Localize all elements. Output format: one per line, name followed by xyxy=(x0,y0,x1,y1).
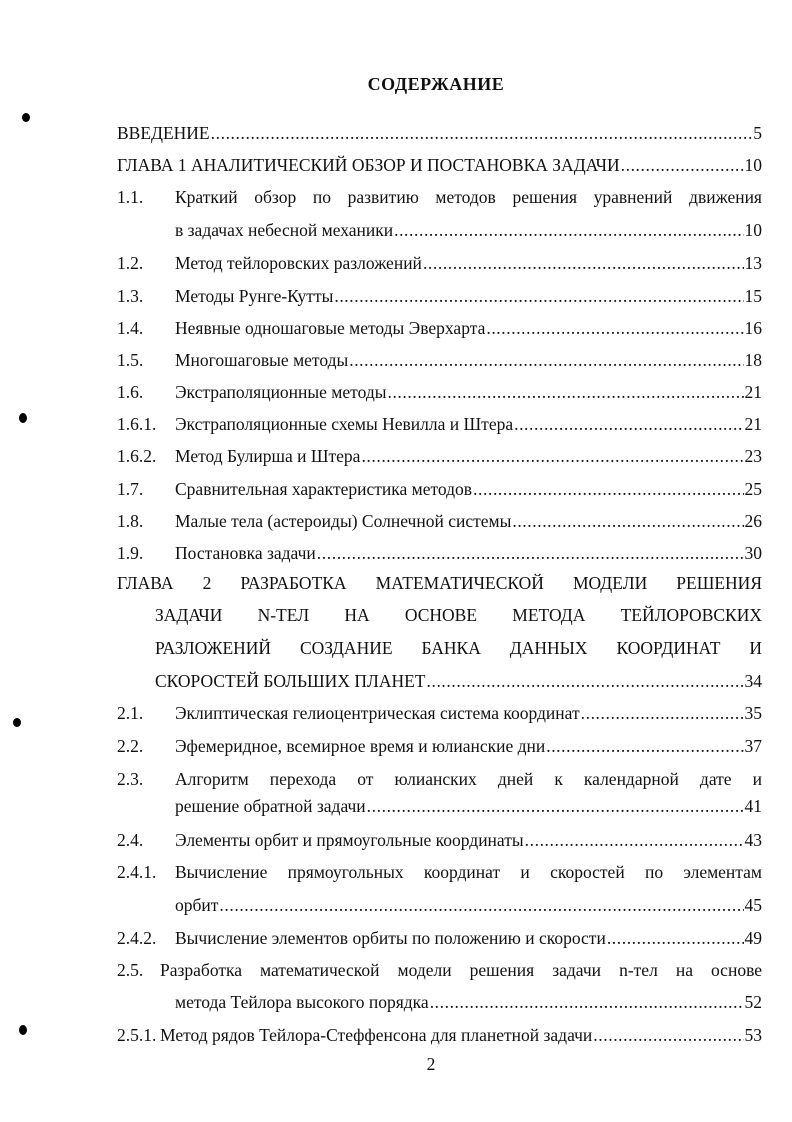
toc-entry-page: 53 xyxy=(744,1025,762,1045)
toc-entry-title: орбит xyxy=(175,895,219,915)
toc-entry-title-line[interactable]: ЗАДАЧИ N-ТЕЛ НА ОСНОВЕ МЕТОДА ТЕЙЛОРОВСКИХ xyxy=(155,605,762,625)
dot-leader xyxy=(361,445,743,467)
dot-leader xyxy=(593,1024,743,1046)
toc-entry[interactable] xyxy=(175,381,762,403)
toc-entry[interactable] xyxy=(175,795,762,817)
toc-entry-page: 34 xyxy=(744,671,762,691)
toc-entry-number: 2.1. xyxy=(117,703,144,723)
toc-entry-title-line[interactable]: Алгоритм перехода от юлианских дней к календарной дате и xyxy=(175,769,762,789)
toc-entry-page: 21 xyxy=(744,414,762,434)
toc-entry[interactable] xyxy=(175,927,762,949)
toc-entry-number: 1.5. xyxy=(117,350,144,370)
toc-entry-number: 2.2. xyxy=(117,736,144,756)
toc-entry-title: Метод тейлоровских разложений xyxy=(175,253,422,273)
toc-entry[interactable] xyxy=(175,285,762,307)
toc-entry-title-line[interactable]: РАЗЛОЖЕНИЙ СОЗДАНИЕ БАНКА ДАННЫХ КООРДИНАТ И xyxy=(155,638,762,658)
dot-leader xyxy=(512,510,743,532)
toc-entry[interactable] xyxy=(160,1024,762,1046)
toc-entry[interactable] xyxy=(175,317,762,339)
toc-entry-title: ВВЕДЕНИЕ xyxy=(117,123,210,143)
toc-entry-number: 2.4. xyxy=(117,830,144,850)
toc-entry-page: 13 xyxy=(744,253,762,273)
toc-entry-number: 2.3. xyxy=(117,769,144,789)
toc-entry-title: Малые тела (астероиды) Солнечной системы xyxy=(175,511,512,531)
toc-entry-title: Метод Булирша и Штера xyxy=(175,446,361,466)
toc-entry[interactable] xyxy=(175,349,762,371)
toc-entry-title: СКОРОСТЕЙ БОЛЬШИХ ПЛАНЕТ xyxy=(155,671,426,691)
toc-entry-page: 26 xyxy=(744,511,762,531)
dot-leader xyxy=(427,670,744,692)
toc-entry-title: Сравнительная характеристика методов xyxy=(175,479,473,499)
toc-entry-title: в задачах небесной механики xyxy=(175,220,394,240)
toc-entry-number: 1.6.2. xyxy=(117,446,157,466)
toc-entry-page: 15 xyxy=(744,286,762,306)
toc-entry-number: 2.5.1. xyxy=(117,1025,157,1045)
toc-entry[interactable] xyxy=(117,122,762,144)
toc-entry-page: 43 xyxy=(744,830,762,850)
toc-entry-page: 49 xyxy=(744,928,762,948)
toc-entry-page: 45 xyxy=(744,895,762,915)
dot-leader xyxy=(334,285,743,307)
toc-entry-page: 16 xyxy=(744,318,762,338)
toc-entry-number: 1.1. xyxy=(117,187,144,207)
toc-entry-title: Элементы орбит и прямоугольные координаты xyxy=(175,830,524,850)
toc-entry-title: Экстраполяционные схемы Невилла и Штера xyxy=(175,414,514,434)
toc-entry-page: 21 xyxy=(744,382,762,402)
toc-entry-title: Метод рядов Тейлора-Стеффенсона для планетной задачи xyxy=(160,1025,593,1045)
toc-entry-page: 25 xyxy=(744,479,762,499)
toc-entry-title: Эфемеридное, всемирное время и юлианские дни xyxy=(175,736,546,756)
toc-entry-page: 5 xyxy=(753,123,762,143)
scan-blot xyxy=(13,718,21,727)
dot-leader xyxy=(317,542,744,564)
toc-entry-title: Неявные одношаговые методы Эверхарта xyxy=(175,318,486,338)
toc-entry[interactable] xyxy=(175,542,762,564)
dot-leader xyxy=(430,991,744,1013)
toc-entry-page: 37 xyxy=(744,736,762,756)
toc-entry-title: метода Тейлора высокого порядка xyxy=(175,992,429,1012)
toc-entry-page: 41 xyxy=(744,796,762,816)
dot-leader xyxy=(581,702,744,724)
dot-leader xyxy=(394,219,743,241)
toc-entry-title-line[interactable]: Разработка математической модели решения задачи n-тел на основе xyxy=(160,960,762,980)
toc-entry-number: 1.4. xyxy=(117,318,144,338)
toc-entry-title: Вычисление элементов орбиты по положению и скорости xyxy=(175,928,606,948)
toc-entry-title: Многошаговые методы xyxy=(175,350,349,370)
toc-entry-number: 2.4.1. xyxy=(117,862,157,882)
dot-leader xyxy=(621,154,744,176)
toc-entry[interactable] xyxy=(175,735,762,757)
toc-entry[interactable] xyxy=(175,445,762,467)
toc-entry-title: Эклиптическая гелиоцентрическая система координат xyxy=(175,703,580,723)
dot-leader xyxy=(525,829,744,851)
dot-leader xyxy=(486,317,743,339)
dot-leader xyxy=(219,894,743,916)
toc-entry-number: 1.3. xyxy=(117,286,144,306)
toc-entry-page: 35 xyxy=(744,703,762,723)
toc-entry-number: 2.5. xyxy=(117,960,144,980)
toc-entry[interactable] xyxy=(175,829,762,851)
toc-entry-number: 1.6.1. xyxy=(117,414,157,434)
toc-entry-title-line[interactable]: ГЛАВА 2 РАЗРАБОТКА МАТЕМАТИЧЕСКОЙ МОДЕЛИ РЕШЕНИЯ xyxy=(117,573,762,593)
toc-entry-title: Постановка задачи xyxy=(175,543,316,563)
toc-entry-number: 1.9. xyxy=(117,543,144,563)
toc-entry-title: Методы Рунге-Кутты xyxy=(175,286,334,306)
toc-entry-page: 23 xyxy=(744,446,762,466)
toc-entry-number: 2.4.2. xyxy=(117,928,157,948)
toc-entry[interactable] xyxy=(175,894,762,916)
toc-entry[interactable] xyxy=(117,154,762,176)
toc-entry-page: 52 xyxy=(744,992,762,1012)
toc-entry[interactable] xyxy=(175,252,762,274)
dot-leader xyxy=(546,735,743,757)
toc-entry-title: Экстраполяционные методы xyxy=(175,382,387,402)
dot-leader xyxy=(387,381,743,403)
toc-entry-title: ГЛАВА 1 АНАЛИТИЧЕСКИЙ ОБЗОР И ПОСТАНОВКА ЗАДАЧИ xyxy=(117,155,620,175)
dot-leader xyxy=(367,795,744,817)
dot-leader xyxy=(514,413,743,435)
toc-entry-number: 1.6. xyxy=(117,382,144,402)
scan-blot xyxy=(19,1025,27,1035)
toc-entry[interactable] xyxy=(155,670,762,692)
toc-entry-title: решение обратной задачи xyxy=(175,796,366,816)
toc-entry[interactable] xyxy=(175,219,762,241)
toc-entry-number: 1.8. xyxy=(117,511,144,531)
toc-entry-page: 10 xyxy=(744,155,762,175)
toc-entry-number: 1.2. xyxy=(117,253,144,273)
toc-entry[interactable] xyxy=(175,413,762,435)
toc-entry-page: 10 xyxy=(744,220,762,240)
scan-blot xyxy=(19,413,27,423)
dot-leader xyxy=(423,252,744,274)
toc-entry[interactable] xyxy=(175,991,762,1013)
toc-entry[interactable] xyxy=(175,702,762,724)
toc-entry-page: 18 xyxy=(744,350,762,370)
page-title: СОДЕРЖАНИЕ xyxy=(367,74,505,94)
dot-leader xyxy=(349,349,743,371)
toc-entry-page: 30 xyxy=(744,543,762,563)
toc-entry[interactable] xyxy=(175,478,762,500)
page-number: 2 xyxy=(426,1054,436,1074)
toc-entry[interactable] xyxy=(175,510,762,532)
dot-leader xyxy=(473,478,743,500)
toc-entry-title-line[interactable]: Вычисление прямоугольных координат и скоростей по элементам xyxy=(175,862,762,882)
scan-blot xyxy=(22,113,30,122)
dot-leader xyxy=(211,122,753,144)
toc-entry-title-line[interactable]: Краткий обзор по развитию методов решения уравнений движения xyxy=(175,187,762,207)
toc-entry-number: 1.7. xyxy=(117,479,144,499)
dot-leader xyxy=(607,927,744,949)
